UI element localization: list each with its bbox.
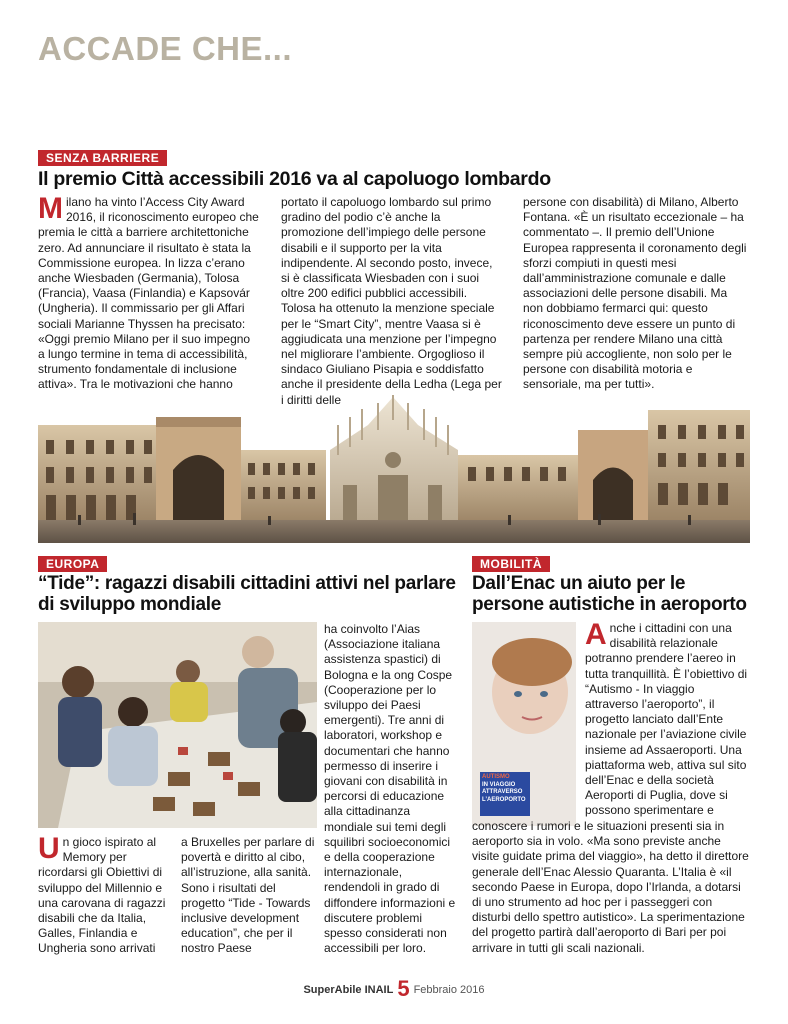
tide-workshop-photo xyxy=(38,622,317,828)
dropcap: U xyxy=(38,832,60,865)
cover-title-3: ATTRAVERSO xyxy=(482,789,523,795)
footer-brand: SuperAbile INAIL xyxy=(303,984,394,996)
headline-milano-award: Il premio Città accessibili 2016 va al capoluogo lombardo xyxy=(38,168,551,190)
dropcap: M xyxy=(38,192,63,225)
article3-side-col xyxy=(585,618,748,819)
cover-title-2: IN VIAGGIO xyxy=(482,781,516,788)
article1-col2-text: portato il capoluogo lombardo sul primo gradino del podio c’è anche la promozione dell’impiego delle persone disabili e il supporto per la vita indipendente. Al secondo posto, invece, si è classificata Wiesbaden con i suoi oltre 200 edifici pubblici accessibili. Tolosa ha ottenuto la menzione speciale per le “Smart City”, mentre Vaasa si è aggiudicata una menzione per l’impegno nel migliorare l’ambiente. Orgoglioso il sindaco Giuliano Pisapia e soddisfatto anche il presidente della Ledha (Lega per i diritti delle xyxy=(281,195,502,407)
article1-col3 xyxy=(523,195,748,393)
article2-col2 xyxy=(181,835,321,957)
dropcap: A xyxy=(585,618,607,651)
tag-senza-barriere: SENZA BARRIERE xyxy=(38,150,167,166)
footer-date: Febbraio 2016 xyxy=(413,984,485,996)
article2-col1 xyxy=(38,832,174,957)
article2-col2-text: a Bruxelles per parlare di povertà e diritto al cibo, all’istruzione, alla sanità. Sono i risultati del progetto “Tide - Towards inclusive development education”, che per il nostro Paese xyxy=(181,835,315,956)
page-number: 5 xyxy=(397,976,410,1001)
tag-mobilita: MOBILITÀ xyxy=(472,556,550,572)
article2-col1-text: n gioco ispirato al Memory per ricordarsi gli Obiettivi di sviluppo del Millennio e una carovana di ragazzi disabili che da Italia, Galles, Finlandia e Ungheria sono arrivati xyxy=(38,835,166,956)
article1-col2 xyxy=(281,195,503,408)
section-title: ACCADE CHE... xyxy=(38,30,293,67)
cover-title-4: L’AEROPORTO xyxy=(482,796,526,803)
page-footer xyxy=(0,976,788,1002)
headline-tide: “Tide”: ragazzi disabili cittadini attivi nel parlare di sviluppo mondiale xyxy=(38,573,456,615)
article3-side-text: nche i cittadini con una disabilità relazionale potranno prendere l’aereo in tutta tranquillità. È l’obiettivo di “Autismo - In viaggio attraverso l’aeroporto”, il progetto lanciato dall’Ente nazionale per l’aviazione civile insieme ad Assaeroporti. Una piattaforma web, attiva sul sito dell’Enac e della società Aeroporti di Puglia, dove si possono sperimentare e xyxy=(585,621,748,818)
tag-europa: EUROPA xyxy=(38,556,107,572)
article1-col1 xyxy=(38,192,260,393)
cover-title-1: AUTISMO xyxy=(482,774,510,780)
article2-col3-text: ha coinvolto l’Aias (Associazione italiana assistenza spastici) di Bologna e la ong Cospe (Cooperazione per lo sviluppo dei Paesi emergenti). Tre anni di laboratori, workshop e documentari che hanno permesso di inserire i giovani con disabilità in percorsi di educazione alla cittadinanza mondiale sui temi degli squilibri socioeconomici e della cooperazione internazionale, rendendoli in grado di diffondere informazioni e discutere problemi spesso considerati non accessibili per loro. xyxy=(324,622,456,956)
article1-col1-text: ilano ha vinto l’Access City Award 2016, il riconoscimento europeo che premia le città a barriere architettoniche zero. Ad annunciare il risultato è stata la Commissione europea. In lizza c’erano anche Wiesbaden (Germania), Tolosa (Francia), Vaasa (Finlandia) e Kapsovár (Ungheria). Il commissario per gli Affari sociali Marianne Thyssen ha precisato: «Oggi premio Milano per il suo impegno a lungo termine in tema di accessibilità, strumento fondamentale di inclusione attiva». Tra le motivazioni che hanno xyxy=(38,195,259,392)
article3-full-col xyxy=(472,819,750,956)
autism-guide-cover xyxy=(472,622,576,826)
article2-col3 xyxy=(324,622,459,956)
headline-enac: Dall’Enac un aiuto per le persone autistiche in aeroporto xyxy=(472,573,747,615)
article1-col3-text: persone con disabilità) di Milano, Alberto Fontana. «È un risultato eccezionale – ha commentato –. Il premio dell’Unione Europea rappresenta il coronamento degli sforzi compiuti in questi mesi dall’amministrazione comunale e dalle associazioni delle persone disabili. Ma non dobbiamo fermarci qui: questo riconoscimento deve essere un punto di partenza per rendere Milano una città sempre più accogliente, non solo per le persone con disabilità motoria e sensoriale, ma per tutti». xyxy=(523,195,747,392)
article3-full-text: conoscere i rumori e le situazioni presenti sia in aeroporto sia in volo. «Ma sono previste anche visite guidate prima del viaggio», ha detto il direttore generale dell’Enac Alessio Quaranta. L’Italia è «il secondo Paese in Europa, dopo l’Irlanda, a dotarsi di uno strumento ad hoc per i passeggeri con disturbi dello spettro autistico». La sperimentazione del progetto partirà dall’aeroporto di Bari per poi arrivare in tutti gli scali nazionali. xyxy=(472,819,749,955)
milan-skyline-photo xyxy=(38,395,750,543)
